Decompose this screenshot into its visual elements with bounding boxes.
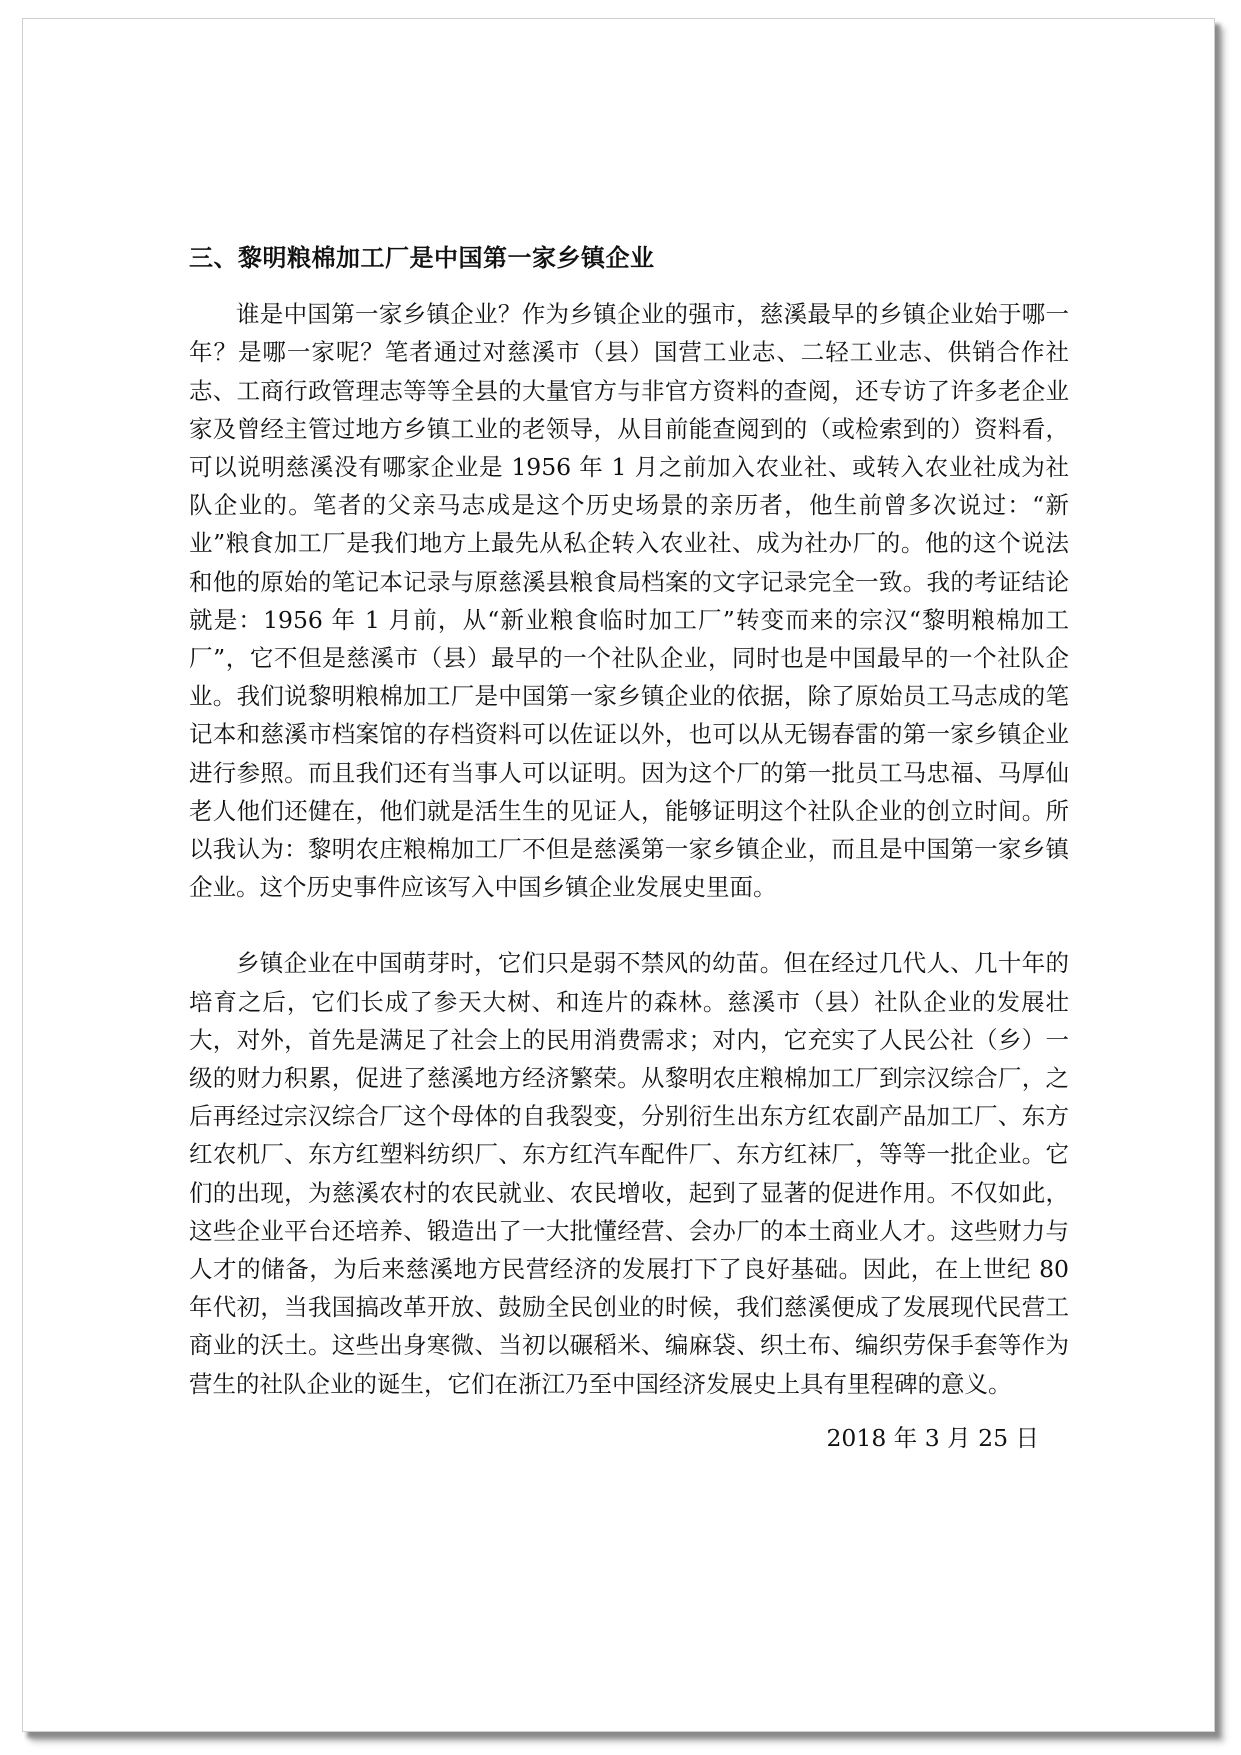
page-content	[189, 239, 1069, 1457]
section-heading: 三、黎明粮棉加工厂是中国第一家乡镇企业	[189, 244, 655, 272]
date-line: 2018 年 3 月 25 日	[826, 1423, 1039, 1452]
document-page	[22, 18, 1215, 1732]
body-paragraph-2: 乡镇企业在中国萌芽时，它们只是弱不禁风的幼苗。但在经过几代人、几十年的培育之后，它们长成了参天大树、和连片的森林。慈溪市（县）社队企业的发展壮大，对外，首先是满足了社会上的民用消费需求；对内，它充实了人民公社（乡）一级的财力积累，促进了慈溪地方经济繁荣。从黎明农庄粮棉加工厂到宗汉综合厂，之后再经过宗汉综合厂这个母体的自我裂变，分别衍生出东方红农副产品加工厂、东方红农机厂、东方红塑料纺织厂、东方红汽车配件厂、东方红袜厂，等等一批企业。它们的出现，为慈溪农村的农民就业、农民增收，起到了显著的促进作用。不仅如此，这些企业平台还培养、锻造出了一大批懂经营、会办厂的本土商业人才。这些财力与人才的储备，为后来慈溪地方民营经济的发展打下了良好基础。因此，在上世纪 80 年代初，当我国搞改革开放、鼓励全民创业的时候，我们慈溪便成了发展现代民营工商业的沃土。这些出身寒微、当初以碾稻米、编麻袋、织土布、编织劳保手套等作为营生的社队企业的诞生，它们在浙江乃至中国经济发展史上具有里程碑的意义。	[189, 949, 1069, 1398]
body-paragraph-1: 谁是中国第一家乡镇企业？作为乡镇企业的强市，慈溪最早的乡镇企业始于哪一年？是哪一家呢？笔者通过对慈溪市（县）国营工业志、二轻工业志、供销合作社志、工商行政管理志等等全县的大量官方与非官方资料的查阅，还专访了许多老企业家及曾经主管过地方乡镇工业的老领导，从目前能查阅到的（或检索到的）资料看，可以说明慈溪没有哪家企业是 1956 年 1 月之前加入农业社、或转入农业社成为社队企业的。笔者的父亲马志成是这个历史场景的亲历者，他生前曾多次说过：“新业”粮食加工厂是我们地方上最先从私企转入农业社、成为社办厂的。他的这个说法和他的原始的笔记本记录与原慈溪县粮食局档案的文字记录完全一致。我的考证结论就是：1956 年 1 月前，从“新业粮食临时加工厂”转变而来的宗汉“黎明粮棉加工厂”，它不但是慈溪市（县）最早的一个社队企业，同时也是中国最早的一个社队企业。我们说黎明粮棉加工厂是中国第一家乡镇企业的依据，除了原始员工马志成的笔记本和慈溪市档案馆的存档资料可以佐证以外，也可以从无锡春雷的第一家乡镇企业进行参照。而且我们还有当事人可以证明。因为这个厂的第一批员工马忠福、马厚仙老人他们还健在，他们就是活生生的见证人，能够证明这个社队企业的创立时间。所以我认为：黎明农庄粮棉加工厂不但是慈溪第一家乡镇企业，而且是中国第一家乡镇企业。这个历史事件应该写入中国乡镇企业发展史里面。	[189, 300, 1069, 902]
